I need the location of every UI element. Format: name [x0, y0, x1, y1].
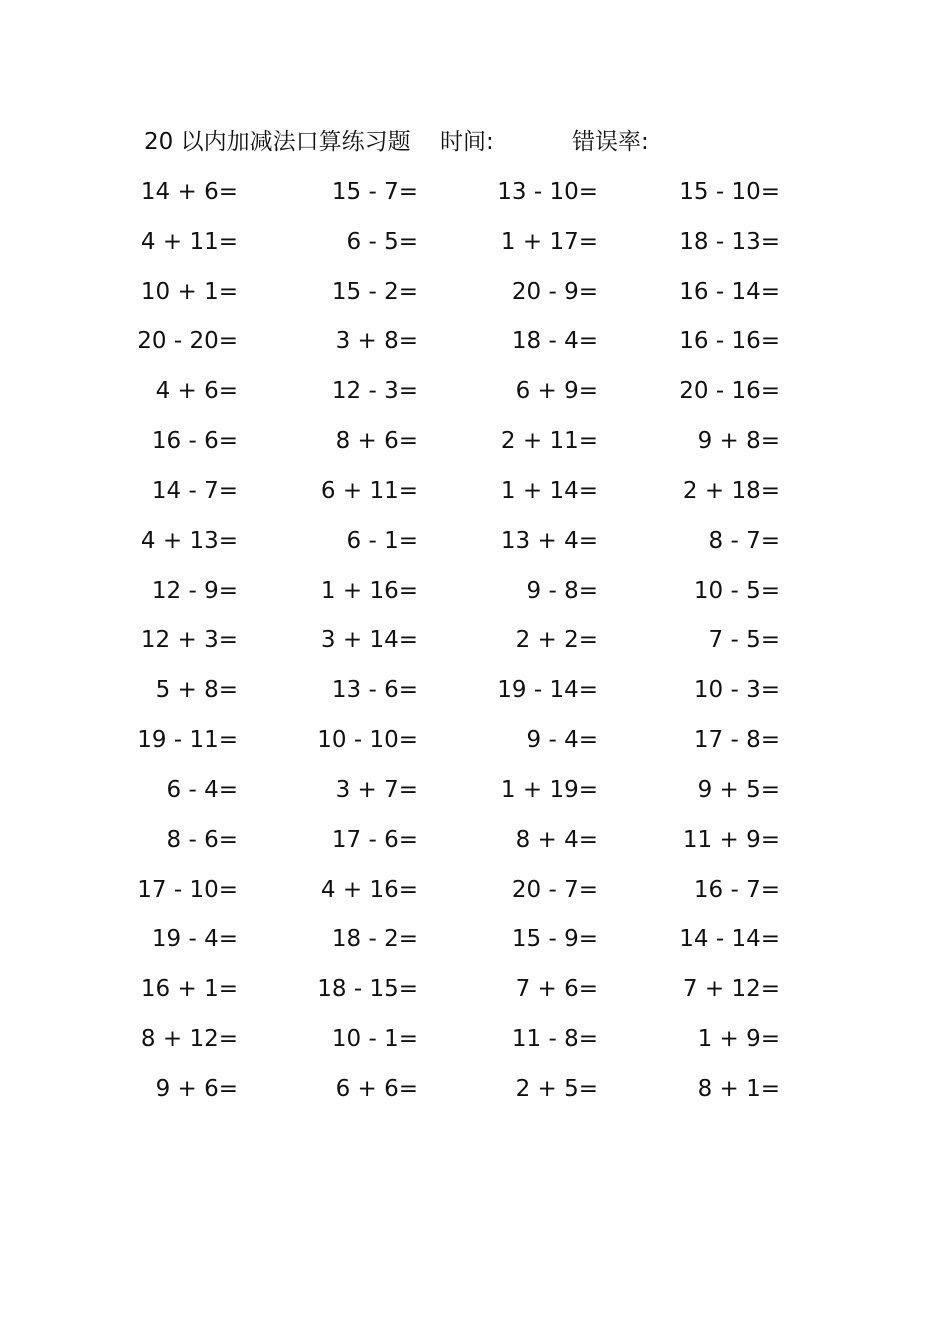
problem-row — [0, 321, 950, 371]
arithmetic-problem: 3 + 8= — [335, 328, 418, 355]
arithmetic-problem: 2 + 18= — [682, 477, 780, 504]
arithmetic-problem: 8 + 4= — [515, 826, 598, 853]
arithmetic-problem: 2 + 5= — [515, 1075, 598, 1102]
worksheet-header — [144, 124, 704, 160]
arithmetic-problem: 3 + 7= — [335, 776, 418, 803]
problem-row — [0, 820, 950, 870]
arithmetic-problem: 3 + 14= — [320, 627, 418, 654]
arithmetic-problem: 19 - 14= — [497, 677, 598, 704]
arithmetic-problem: 20 - 20= — [137, 328, 238, 355]
problem-row — [0, 222, 950, 272]
problem-row — [0, 770, 950, 820]
arithmetic-problem: 6 + 6= — [335, 1075, 418, 1102]
arithmetic-problem: 10 - 1= — [331, 1026, 418, 1053]
arithmetic-problem: 15 - 2= — [331, 278, 418, 305]
problem-row — [0, 172, 950, 222]
arithmetic-problem: 18 - 2= — [331, 926, 418, 953]
arithmetic-problem: 20 - 16= — [679, 378, 780, 405]
arithmetic-problem: 2 + 2= — [515, 627, 598, 654]
problem-row — [0, 969, 950, 1019]
problem-row — [0, 272, 950, 322]
arithmetic-problem: 4 + 6= — [155, 378, 238, 405]
problem-row — [0, 620, 950, 670]
arithmetic-problem: 15 - 10= — [679, 179, 780, 205]
arithmetic-problem: 18 - 15= — [317, 976, 418, 1003]
problem-row — [0, 1019, 950, 1069]
arithmetic-problem: 7 + 6= — [515, 976, 598, 1003]
arithmetic-problem: 1 + 14= — [500, 477, 598, 504]
arithmetic-problem: 6 - 1= — [346, 527, 418, 554]
problem-row — [0, 670, 950, 720]
problem-row — [0, 521, 950, 571]
arithmetic-problem: 15 - 9= — [511, 926, 598, 953]
arithmetic-problem: 14 - 14= — [679, 926, 780, 953]
arithmetic-problem: 17 - 10= — [137, 876, 238, 903]
arithmetic-problem: 10 - 10= — [317, 727, 418, 754]
problem-row — [0, 1069, 950, 1119]
worksheet-title: 20 以内加减法口算练习题 — [144, 129, 411, 155]
arithmetic-problem: 8 + 1= — [697, 1075, 780, 1102]
problem-row — [0, 919, 950, 969]
problem-row — [0, 421, 950, 471]
arithmetic-problem: 13 + 4= — [500, 527, 598, 554]
arithmetic-problem: 9 + 8= — [697, 428, 780, 455]
arithmetic-problem: 16 - 16= — [679, 328, 780, 355]
arithmetic-problem: 9 - 4= — [526, 727, 598, 754]
arithmetic-problem: 5 + 8= — [155, 677, 238, 704]
arithmetic-problem: 9 + 6= — [155, 1075, 238, 1102]
arithmetic-problem: 1 + 16= — [320, 577, 418, 604]
arithmetic-problem: 1 + 17= — [500, 228, 598, 255]
arithmetic-problem: 9 - 8= — [526, 577, 598, 604]
arithmetic-problem: 14 - 7= — [151, 477, 238, 504]
problem-row — [0, 371, 950, 421]
arithmetic-problem: 8 + 12= — [140, 1026, 238, 1053]
arithmetic-problem: 19 - 4= — [151, 926, 238, 953]
arithmetic-problem: 4 + 11= — [140, 228, 238, 255]
arithmetic-problem: 6 + 11= — [320, 477, 418, 504]
problem-grid — [0, 172, 950, 1119]
arithmetic-problem: 11 - 8= — [511, 1026, 598, 1053]
problem-row — [0, 720, 950, 770]
error-rate-label: 错误率: — [572, 129, 649, 155]
arithmetic-problem: 8 - 6= — [166, 826, 238, 853]
arithmetic-problem: 10 - 3= — [693, 677, 780, 704]
arithmetic-problem: 20 - 7= — [511, 876, 598, 903]
arithmetic-problem: 7 + 12= — [682, 976, 780, 1003]
arithmetic-problem: 2 + 11= — [500, 428, 598, 455]
arithmetic-problem: 4 + 13= — [140, 527, 238, 554]
arithmetic-problem: 19 - 11= — [137, 727, 238, 754]
arithmetic-problem: 17 - 6= — [331, 826, 418, 853]
arithmetic-problem: 16 - 14= — [679, 278, 780, 305]
arithmetic-problem: 10 - 5= — [693, 577, 780, 604]
arithmetic-problem: 14 + 6= — [140, 179, 238, 205]
arithmetic-problem: 18 - 13= — [679, 228, 780, 255]
arithmetic-problem: 4 + 16= — [320, 876, 418, 903]
arithmetic-problem: 11 + 9= — [682, 826, 780, 853]
arithmetic-problem: 12 - 9= — [151, 577, 238, 604]
time-label: 时间: — [440, 129, 494, 155]
arithmetic-problem: 1 + 9= — [697, 1026, 780, 1053]
problem-row — [0, 870, 950, 920]
arithmetic-problem: 6 + 9= — [515, 378, 598, 405]
arithmetic-problem: 16 - 6= — [151, 428, 238, 455]
arithmetic-problem: 13 - 6= — [331, 677, 418, 704]
arithmetic-problem: 6 - 4= — [166, 776, 238, 803]
arithmetic-problem: 16 - 7= — [693, 876, 780, 903]
arithmetic-problem: 12 + 3= — [140, 627, 238, 654]
arithmetic-problem: 8 - 7= — [708, 527, 780, 554]
arithmetic-problem: 10 + 1= — [140, 278, 238, 305]
problem-row — [0, 471, 950, 521]
problem-row — [0, 571, 950, 621]
arithmetic-problem: 13 - 10= — [497, 179, 598, 205]
arithmetic-problem: 18 - 4= — [511, 328, 598, 355]
arithmetic-problem: 7 - 5= — [708, 627, 780, 654]
arithmetic-problem: 17 - 8= — [693, 727, 780, 754]
arithmetic-problem: 9 + 5= — [697, 776, 780, 803]
arithmetic-problem: 8 + 6= — [335, 428, 418, 455]
arithmetic-problem: 20 - 9= — [511, 278, 598, 305]
arithmetic-problem: 15 - 7= — [331, 179, 418, 205]
arithmetic-problem: 12 - 3= — [331, 378, 418, 405]
arithmetic-problem: 16 + 1= — [140, 976, 238, 1003]
arithmetic-problem: 6 - 5= — [346, 228, 418, 255]
arithmetic-problem: 1 + 19= — [500, 776, 598, 803]
